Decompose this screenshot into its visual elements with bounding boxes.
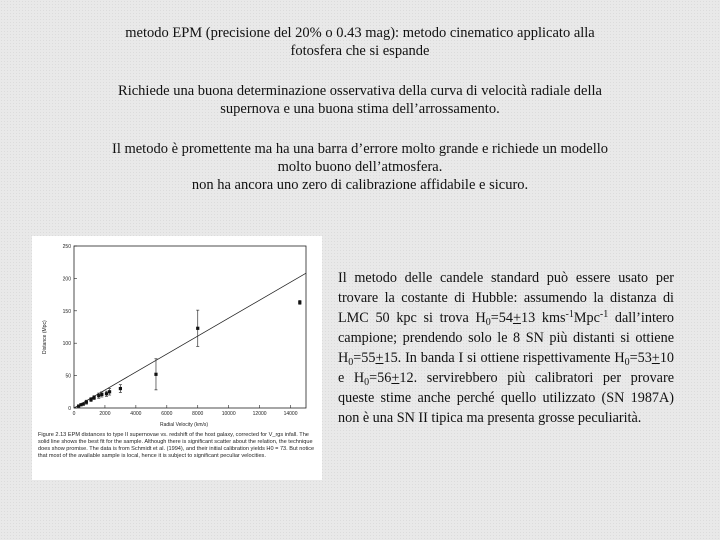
data-point [89, 398, 92, 401]
y-axis-label: Distance (Mpc) [42, 320, 48, 354]
x-axis-label: Radial Velocity (km/s) [160, 422, 209, 428]
data-point [100, 393, 103, 396]
text-run: =53 [629, 350, 652, 366]
y-tick-label: 50 [65, 373, 71, 380]
text-run: =54 [490, 310, 513, 326]
x-tick-label: 14000 [283, 411, 298, 417]
plus-minus-sign: + [391, 370, 400, 386]
text-run: 12. servirebbero più calibratori per provare queste stime anche perché quello utilizzato (SN 1987A) non è una SN II tipica ma presenta grosse peculiarità. [338, 370, 674, 426]
text-line: supernova e una buona stima dell’arrossamento. [220, 101, 500, 117]
text-run: 15. In banda I si ottiene rispettivamente H [383, 350, 625, 366]
x-tick-label: 0 [72, 411, 76, 417]
paragraph-requirements [60, 82, 660, 118]
text-run: Mpc [573, 310, 600, 326]
x-tick-label: 12000 [252, 411, 267, 417]
data-point [154, 373, 157, 376]
subscript: 0 [348, 357, 354, 368]
superscript: -1 [599, 309, 609, 320]
paragraph-limitations [60, 140, 660, 194]
figure-caption: Figure 2.13 EPM distances to type II supernovae vs. redshift of the host galaxy, corrected for V_rgs infall. The solid line shows the best fit for the sample. Although there is significant scatter about the relation, the technique does show promise. The data is from Schmidt et al. (1994), and their initial calibration yields H0 = 73. But notice that most of the available sample is local, hence it is subject to significant peculiar velocities. [38, 432, 315, 459]
best-fit-line [74, 273, 306, 408]
x-tick-label: 2000 [99, 411, 111, 417]
data-point [108, 390, 111, 393]
data-point [119, 387, 122, 390]
x-tick-label: 10000 [221, 411, 236, 417]
epm-distance-velocity-chart [32, 236, 322, 432]
subscript: 0 [485, 317, 491, 328]
y-tick-label: 200 [62, 276, 71, 283]
text-run: 10 e H [338, 350, 674, 386]
paragraph-epm-method [60, 24, 660, 60]
text-line: Richiede una buona determinazione osservativa della curva di velocità radiale della [118, 83, 602, 99]
subscript: 0 [624, 357, 630, 368]
x-tick-label: 6000 [161, 411, 173, 417]
y-tick-label: 0 [68, 406, 71, 412]
text-run: =55 [353, 350, 376, 366]
text-run: Il metodo delle candele standard può essere usato per trovare la costante di Hubble: assumendo la distanza di LMC 50 kpc si trova H [338, 270, 674, 326]
data-point [298, 301, 301, 304]
text-line: fotosfera che si espande [290, 43, 430, 59]
x-tick-label: 4000 [130, 411, 142, 417]
subscript: 0 [364, 377, 370, 388]
text-line: non ha ancora uno zero di calibrazione affidabile e sicuro. [191, 177, 529, 193]
text-line: molto buono dell’atmosfera. [277, 159, 443, 175]
data-point [93, 396, 96, 399]
text-line: Il metodo è promettente ma ha una barra d’errore molto grande e richiede un modello [111, 141, 609, 157]
y-tick-label: 250 [62, 244, 71, 250]
y-tick-label: 100 [62, 341, 71, 348]
text-run: 13 kms [520, 310, 566, 326]
text-run: =56 [369, 370, 392, 386]
plus-minus-sign: + [375, 350, 384, 366]
plot-frame [74, 246, 306, 408]
x-tick-label: 8000 [192, 411, 204, 417]
hubble-diagram-figure [32, 236, 322, 480]
plus-minus-sign: + [512, 310, 521, 326]
y-tick-label: 150 [62, 308, 71, 315]
text-run: dall’intero campione; prendendo solo le 8 SN più distanti si ottiene H [338, 310, 675, 366]
hubble-constant-paragraph [338, 268, 674, 428]
text-line: metodo EPM (precisione del 20% o 0.43 mag): metodo cinematico applicato alla [125, 25, 595, 41]
superscript: -1 [565, 309, 574, 320]
data-point [82, 403, 85, 406]
data-point [196, 327, 199, 330]
data-point [105, 392, 108, 395]
data-point [97, 394, 100, 397]
plus-minus-sign: + [651, 350, 660, 366]
data-point [85, 401, 88, 404]
